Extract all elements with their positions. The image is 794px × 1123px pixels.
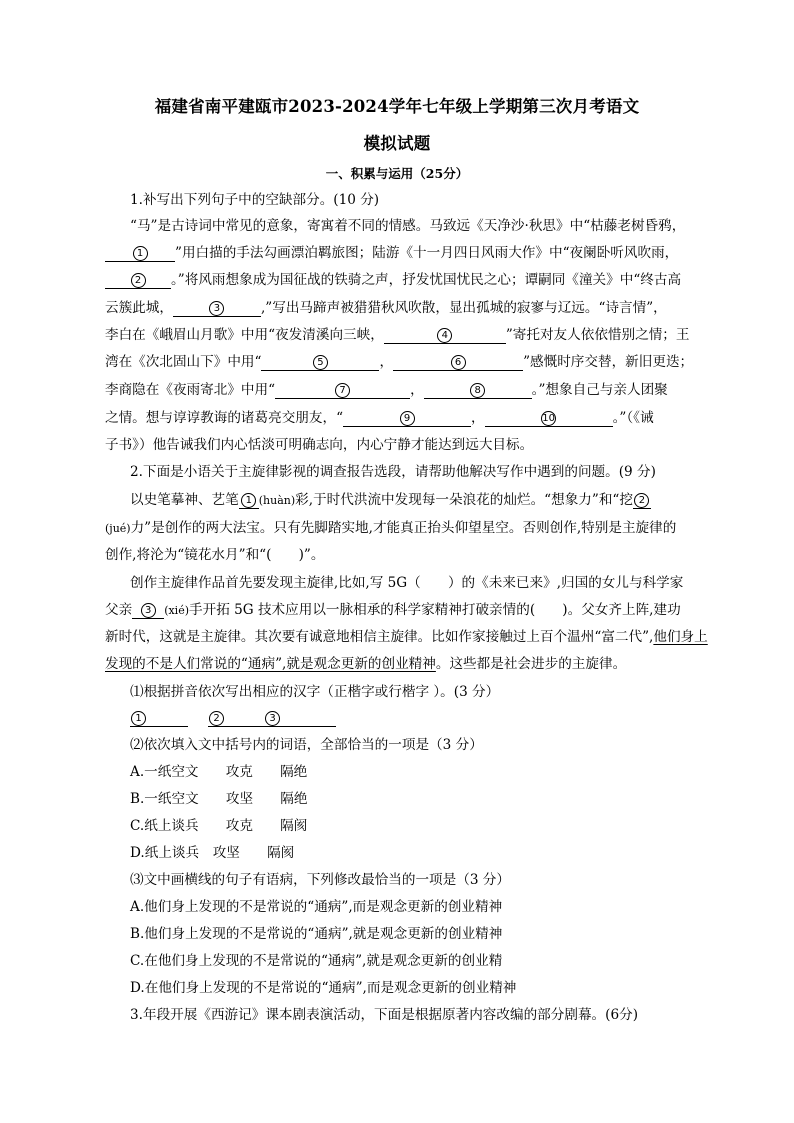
- blank-number: 2: [209, 711, 224, 726]
- q2-subquestion-2: ⑵依次填入文中括号内的词语，全部恰当的一项是（3 分）: [130, 737, 483, 753]
- blank-number: 10: [542, 413, 555, 424]
- option-c[interactable]: C.纸上谈兵 攻克 隔阂: [130, 818, 308, 834]
- answer-blank[interactable]: [633, 492, 651, 509]
- q2-answer-blanks: [130, 708, 336, 728]
- q2-stem: 2.下面是小语关于主旋律影视的调查报告选段，请帮助他解决写作中遇到的问题。(9 分): [130, 464, 656, 480]
- q2-paragraph-line: (jué)力”是创作的两大法宝。只有先脚踏实地,才能真正抬头仰望星空。否则创作,特别是主旋律的: [105, 520, 677, 536]
- blank-number: 1: [241, 493, 256, 508]
- answer-blank[interactable]: [105, 272, 171, 289]
- option-a[interactable]: A.一纸空文 攻克 隔绝: [130, 764, 308, 780]
- blank-number: 7: [335, 383, 350, 398]
- blank-number: 5: [313, 355, 328, 370]
- document-subtitle: 模拟试题: [363, 134, 431, 153]
- q1-line: 1 ”用白描的手法勾画漂泊羁旅图；陆游《十一月四日风雨大作》中“夜阑卧听风吹雨，: [105, 243, 678, 263]
- answer-blank[interactable]: [264, 710, 336, 727]
- q1-line: 李商隐在《夜雨寄北》中用“ 7 ， 8 。”想象自己与亲人团聚: [105, 382, 668, 398]
- answer-blank[interactable]: [261, 354, 379, 371]
- q1-line: 湾在《次北固山下》中用“ 5 ， 6 ”感慨时序交替，新旧更迭；: [105, 354, 694, 370]
- answer-blank[interactable]: [424, 382, 532, 399]
- document-title: 福建省南平建瓯市2023-2024学年七年级上学期第三次月考语文: [154, 97, 640, 116]
- q1-stem: 1.补写出下列句子中的空缺部分。(10 分): [130, 192, 380, 208]
- q2-paragraph-line: 创作主旋律作品首先要发现主旋律,比如,写 5G（ ）的《未来已来》,归国的女儿与科学家: [130, 575, 684, 591]
- answer-blank[interactable]: [105, 245, 175, 262]
- answer-blank[interactable]: [393, 354, 523, 371]
- q2-subquestion-1: ⑴根据拼音依次写出相应的汉字（正楷字或行楷字 ）。(3 分）: [130, 684, 500, 700]
- blank-number: 3: [265, 711, 280, 726]
- blank-number: 2: [131, 273, 146, 288]
- blank-number: 8: [470, 383, 485, 398]
- blank-number: 1: [133, 246, 148, 261]
- q2-paragraph-line: 发现的不是人们常说的“通病”,就是观念更新的创业精神。这些都是社会进步的主旋律。: [105, 656, 627, 672]
- blank-number: 4: [437, 328, 452, 343]
- blank-number: 2: [634, 493, 649, 508]
- blank-number: 9: [400, 411, 415, 426]
- q1-line: 之情。想与谆谆教诲的诸葛亮交朋友，“ 9 ， 10 。”（《诫: [105, 410, 654, 426]
- q2-paragraph-line: 新时代，这就是主旋律。其次要有诚意地相信主旋律。比如作家接触过上百个温州“富二代”,他们身上: [105, 629, 708, 645]
- answer-blank[interactable]: [384, 327, 506, 344]
- q1-line: “马”是古诗词中常见的意象，寄寓着不同的情感。马致远《天净沙·秋思》中“枯藤老树昏鸦，: [130, 218, 686, 234]
- answer-blank[interactable]: [343, 410, 471, 427]
- q2-paragraph-line: 父亲 3 (xié)手开拓 5G 技术应用以一脉相承的科学家精神打破亲情的( )。父女齐上阵,建功: [105, 602, 681, 618]
- q1-line: 2 。”将风雨想象成为国征战的铁骑之声，抒发忧国忧民之心；谭嗣同《潼关》中“终古高: [105, 270, 681, 290]
- option-d[interactable]: D.纸上谈兵 攻坚 隔阂: [130, 845, 295, 861]
- option-b[interactable]: B.他们身上发现的不是常说的“通病”,就是观念更新的创业精神: [130, 926, 503, 942]
- q1-line: 李白在《峨眉山月歌》中用“夜发清溪向三峡， 4 ”寄托对友人依依惜别之情；王: [105, 327, 690, 343]
- q2-paragraph-line: 以史笔摹神、艺笔 1 (huàn)彩,于时代洪流中发现每一朵浪花的灿烂。“想象力”和“挖 2: [130, 490, 651, 511]
- q1-line: 子书》）他告诫我们内心恬淡可明确志向，内心宁静才能达到远大目标。: [105, 437, 534, 453]
- underlined-sentence: 他们身上: [653, 629, 708, 645]
- answer-blank[interactable]: [485, 410, 613, 427]
- option-d[interactable]: D.在他们身上发现的不是常说的“通病”,而是观念更新的创业精神: [130, 980, 517, 996]
- option-a[interactable]: A.他们身上发现的不是常说的“通病”,而是观念更新的创业精神: [130, 899, 503, 915]
- section-heading: 一、积累与运用（25分）: [325, 166, 469, 181]
- underlined-sentence: 发现的不是人们常说的“通病”,就是观念更新的创业精神: [105, 656, 436, 672]
- option-b[interactable]: B.一纸空文 攻坚 隔绝: [130, 791, 308, 807]
- blank-number: 3: [209, 301, 224, 316]
- q1-line: 云簇此城， 3 ,”写出马蹄声被猎猎秋风吹散，显出孤城的寂寥与辽远。“诗言情”，: [105, 300, 667, 316]
- answer-blank[interactable]: [208, 710, 264, 727]
- blank-number: 3: [141, 603, 156, 618]
- answer-blank[interactable]: [173, 300, 261, 317]
- q3-stem: 3.年段开展《西游记》课本剧表演活动，下面是根据原著内容改编的部分剧幕。(6分): [130, 1007, 639, 1023]
- answer-blank[interactable]: [130, 710, 188, 727]
- q2-subquestion-3: ⑶文中画横线的句子有语病，下列修改最恰当的一项是（3 分）: [130, 872, 510, 888]
- q2-paragraph-line: 创作,将沦为“镜花水月”和“( )”。: [105, 547, 325, 563]
- blank-number: 6: [451, 355, 466, 370]
- blank-number: 1: [131, 711, 146, 726]
- option-c[interactable]: C.在他们身上发现的不是常说的“通病”,就是观念更新的创业精: [130, 953, 503, 969]
- answer-blank[interactable]: [239, 492, 259, 509]
- answer-blank[interactable]: [275, 382, 410, 399]
- answer-blank[interactable]: [132, 602, 164, 619]
